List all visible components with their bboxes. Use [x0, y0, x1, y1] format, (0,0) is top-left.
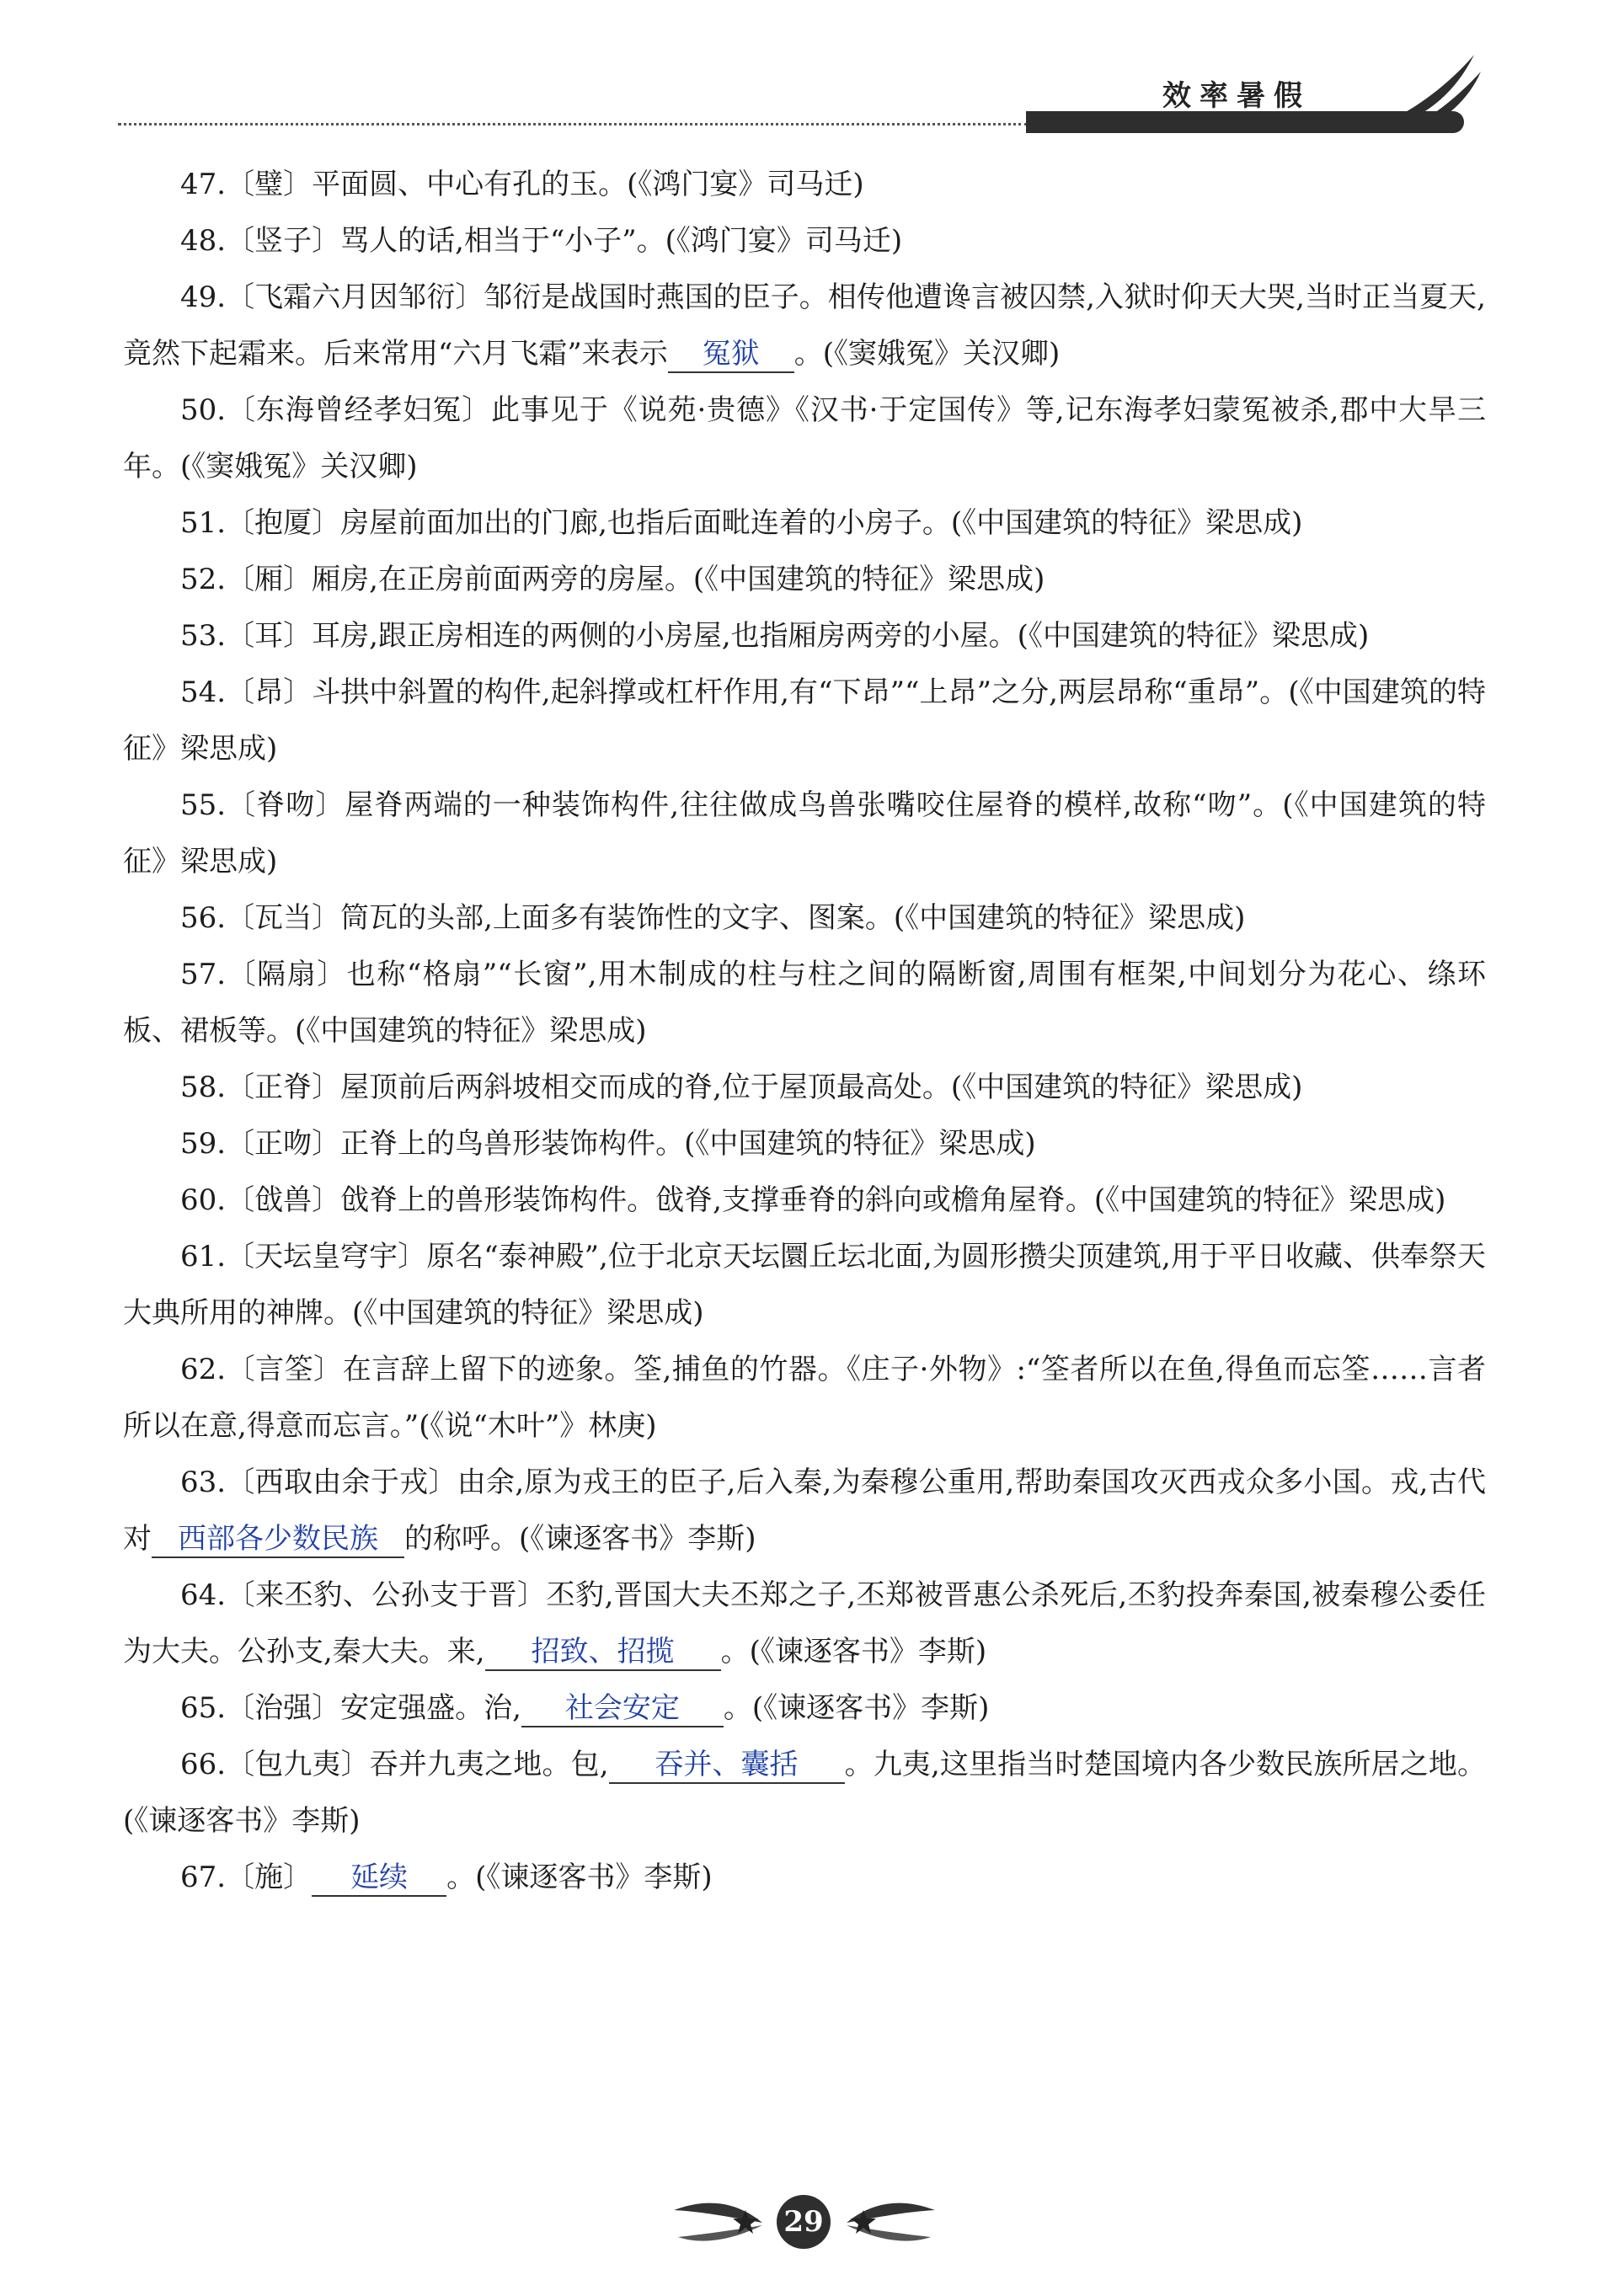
entry-53: 53.〔耳〕耳房,跟正房相连的两侧的小房屋,也指厢房两旁的小屋。(《中国建筑的特征》梁思成): [180, 619, 1370, 653]
entry-63: [123, 1455, 1486, 1567]
right-leaf-ornament-icon: [842, 2193, 943, 2252]
entry-67-text: 67.〔施〕: [180, 1861, 313, 1894]
header-dotted-rule: [118, 123, 1028, 125]
entry-58: 58.〔正脊〕屋顶前后两斜坡相交而成的脊,位于屋顶最高处。(《中国建筑的特征》梁思成): [180, 1071, 1303, 1104]
page-header: [0, 0, 1619, 143]
entry-59: 59.〔正吻〕正脊上的鸟兽形装饰构件。(《中国建筑的特征》梁思成): [180, 1127, 1036, 1161]
entry-67-answer-blank: [312, 1860, 446, 1897]
entry-62: 62.〔言筌〕在言辞上留下的迹象。筌,捕鱼的竹器。《庄子·外物》:“筌者所以在鱼,得鱼而忘筌……言者所以在意,得意而忘言。”(《说“木叶”》林庚): [123, 1353, 1486, 1443]
entry-47: 47.〔璧〕平面圆、中心有孔的玉。(《鸿门宴》司马迁): [180, 168, 864, 201]
entry-57: 57.〔隔扇〕也称“格扇”“长窗”,用木制成的柱与柱之间的隔断窗,周围有框架,中间划分为花心、绦环板、裙板等。(《中国建筑的特征》梁思成): [123, 958, 1486, 1048]
entry-64: [123, 1567, 1486, 1680]
page-footer: [0, 2181, 1619, 2257]
entries-list: [123, 157, 1486, 1906]
entry-67-source: 。(《谏逐客书》李斯): [446, 1861, 713, 1894]
page-number: 29: [777, 2195, 831, 2249]
entry-65-text: 65.〔治强〕安定强盛。治,: [180, 1691, 521, 1725]
entry-55: 55.〔脊吻〕屋脊两端的一种装饰构件,往往做成鸟兽张嘴咬住屋脊的模样,故称“吻”。(《中国建筑的特征》梁思成): [123, 788, 1486, 878]
entry-64-answer-blank: [485, 1634, 721, 1671]
entry-49-answer: 冤狱: [702, 337, 760, 371]
entry-67-answer: 延续: [350, 1861, 409, 1894]
entry-65: [123, 1680, 1486, 1737]
entry-48: 48.〔竖子〕骂人的话,相当于“小子”。(《鸿门宴》司马迁): [180, 224, 903, 258]
entry-63-answer-blank: [152, 1521, 404, 1558]
entry-63-source: 的称呼。(《谏逐客书》李斯): [404, 1522, 756, 1556]
entry-66-answer-blank: [609, 1747, 845, 1784]
entry-60: 60.〔戗兽〕戗脊上的兽形装饰构件。戗脊,支撑垂脊的斜向或檐角屋脊。(《中国建筑的特征》梁思成): [180, 1183, 1446, 1217]
entry-66-source: 。九夷,这里指当时楚国境内各少数民族所居之地。(《谏逐客书》李斯): [123, 1748, 1486, 1838]
entry-65-answer: 社会安定: [564, 1691, 680, 1725]
entry-49-answer-blank: [668, 336, 794, 373]
entry-64-answer: 招致、招揽: [531, 1635, 675, 1669]
entry-66-answer: 吞并、囊括: [655, 1748, 799, 1781]
entry-63-answer: 西部各少数民族: [178, 1522, 378, 1556]
entry-65-source: 。(《谏逐客书》李斯): [723, 1691, 990, 1725]
entry-66-text: 66.〔包九夷〕吞并九夷之地。包,: [180, 1748, 609, 1781]
entry-61: 61.〔天坛皇穹宇〕原名“泰神殿”,位于北京天坛圜丘坛北面,为圆形攒尖顶建筑,用于平日收藏、供奉祭天大典所用的神牌。(《中国建筑的特征》梁思成): [123, 1240, 1486, 1330]
entry-56: 56.〔瓦当〕筒瓦的头部,上面多有装饰性的文字、图案。(《中国建筑的特征》梁思成): [180, 901, 1246, 935]
entry-66: [123, 1737, 1486, 1850]
entry-65-answer-blank: [521, 1690, 724, 1727]
entry-64-text: 64.〔来丕豹、公孙支于晋〕丕豹,晋国大夫丕郑之子,丕郑被晋惠公杀死后,丕豹投奔秦国,被秦穆公委任为大夫。公孙支,秦大夫。来,: [123, 1578, 1486, 1669]
entry-50: 50.〔东海曾经孝妇冤〕此事见于《说苑·贵德》《汉书·于定国传》等,记东海孝妇蒙冤被杀,郡中大旱三年。(《窦娥冤》关汉卿): [123, 393, 1486, 483]
entry-52: 52.〔厢〕厢房,在正房前面两旁的房屋。(《中国建筑的特征》梁思成): [180, 563, 1045, 596]
left-leaf-ornament-icon: [665, 2193, 767, 2252]
entry-63-text: 63.〔西取由余于戎〕由余,原为戎王的臣子,后入秦,为秦穆公重用,帮助秦国攻灭西戎众多小国。戎,古代对: [123, 1466, 1486, 1556]
entry-49-source: 。(《窦娥冤》关汉卿): [793, 337, 1061, 371]
entry-67: [123, 1850, 1486, 1906]
entry-51: 51.〔抱厦〕房屋前面加出的门廊,也指后面毗连着的小房子。(《中国建筑的特征》梁思成): [180, 506, 1303, 540]
entry-49: [123, 270, 1486, 382]
entry-49-text: 49.〔飞霜六月因邹衍〕邹衍是战国时燕国的臣子。相传他遭谗言被囚禁,入狱时仰天大哭,当时正当夏天,竟然下起霜来。后来常用“六月飞霜”来表示: [123, 280, 1486, 371]
entry-54: 54.〔昂〕斗拱中斜置的构件,起斜撑或杠杆作用,有“下昂”“上昂”之分,两层昂称“重昂”。(《中国建筑的特征》梁思成): [123, 675, 1486, 766]
header-title: 效率暑假: [1162, 79, 1311, 113]
entry-64-source: 。(《谏逐客书》李斯): [720, 1635, 987, 1669]
header-swoosh-ornament: [1381, 51, 1483, 135]
